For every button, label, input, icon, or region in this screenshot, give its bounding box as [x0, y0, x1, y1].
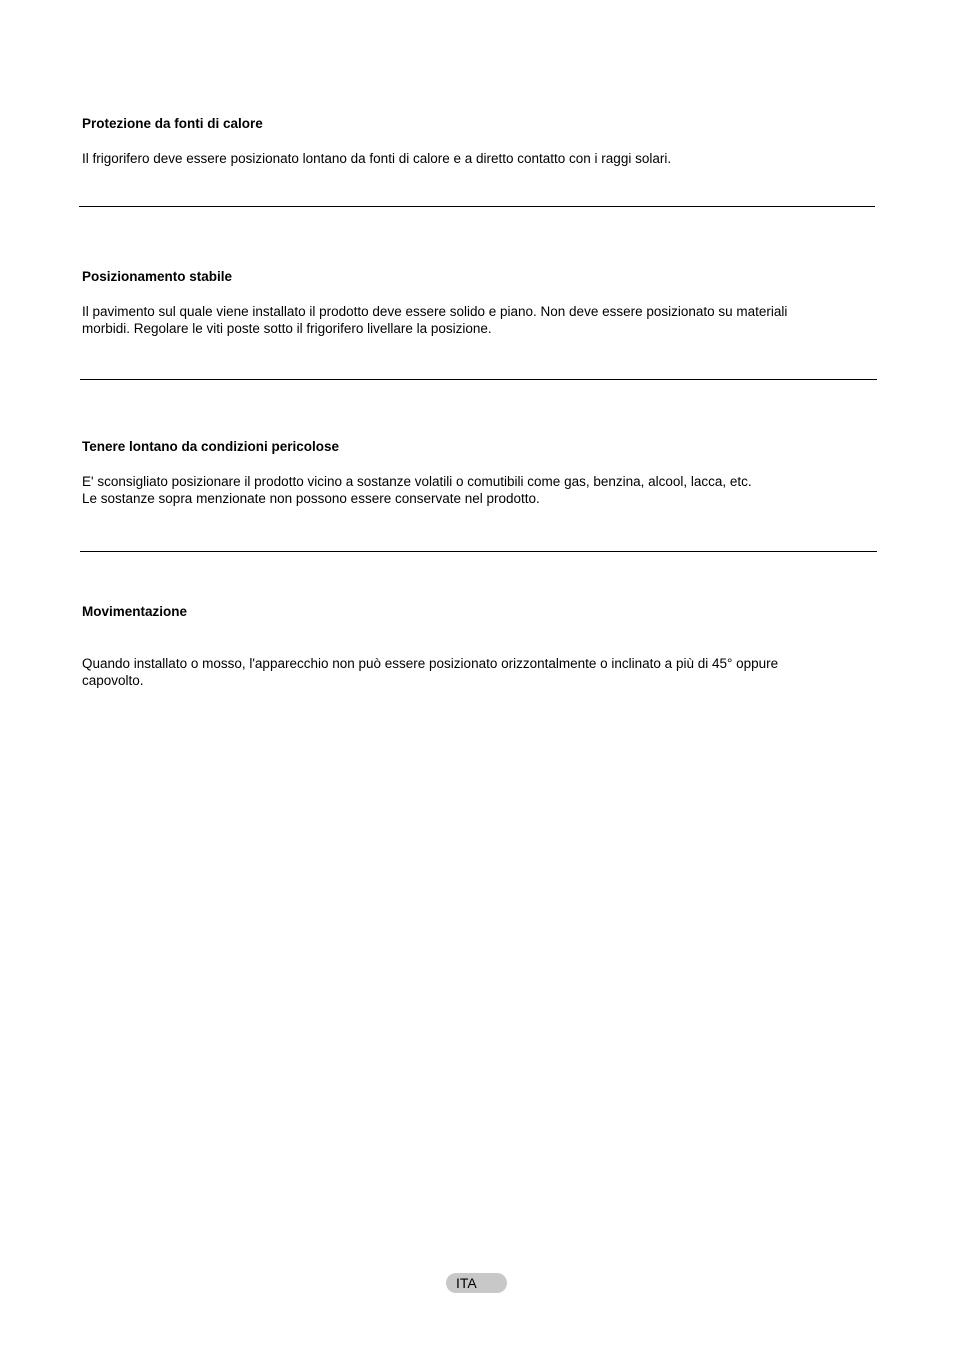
paragraph-line: E' sconsigliato posizionare il prodotto vicino a sostanze volatili o comutibili come gas, benzina, alcool, lacca, etc.	[82, 474, 752, 489]
paragraph-line: Le sostanze sopra menzionate non possono essere conservate nel prodotto.	[82, 491, 540, 506]
section-divider	[80, 379, 877, 380]
section-heading-stable-positioning: Posizionamento stabile	[82, 269, 233, 284]
paragraph-line: Il pavimento sul quale viene installato il prodotto deve essere solido e piano. Non deve essere posizionato su materiali	[82, 304, 788, 319]
paragraph-line: morbidi. Regolare le viti poste sotto il frigorifero livellare la posizione.	[82, 321, 492, 336]
section-divider	[79, 206, 875, 207]
language-badge	[446, 1273, 507, 1293]
section-divider	[80, 551, 877, 552]
paragraph-line: Il frigorifero deve essere posizionato lontano da fonti di calore e a diretto contatto con i raggi solari.	[82, 151, 672, 166]
paragraph-line: Quando installato o mosso, l'apparecchio non può essere posizionato orizzontalmente o inclinato a più di 45° oppure	[82, 656, 779, 671]
paragraph-line: capovolto.	[82, 673, 144, 688]
section-text-stable-positioning	[82, 303, 872, 337]
language-badge-label: ITA	[456, 1275, 477, 1291]
section-heading-dangerous-conditions: Tenere lontano da condizioni pericolose	[82, 439, 340, 454]
section-text-dangerous-conditions	[82, 473, 872, 507]
section-text-handling	[82, 655, 872, 689]
section-heading-handling: Movimentazione	[82, 604, 188, 619]
section-text-heat-protection	[82, 150, 872, 167]
section-heading-heat-protection: Protezione da fonti di calore	[82, 116, 263, 131]
